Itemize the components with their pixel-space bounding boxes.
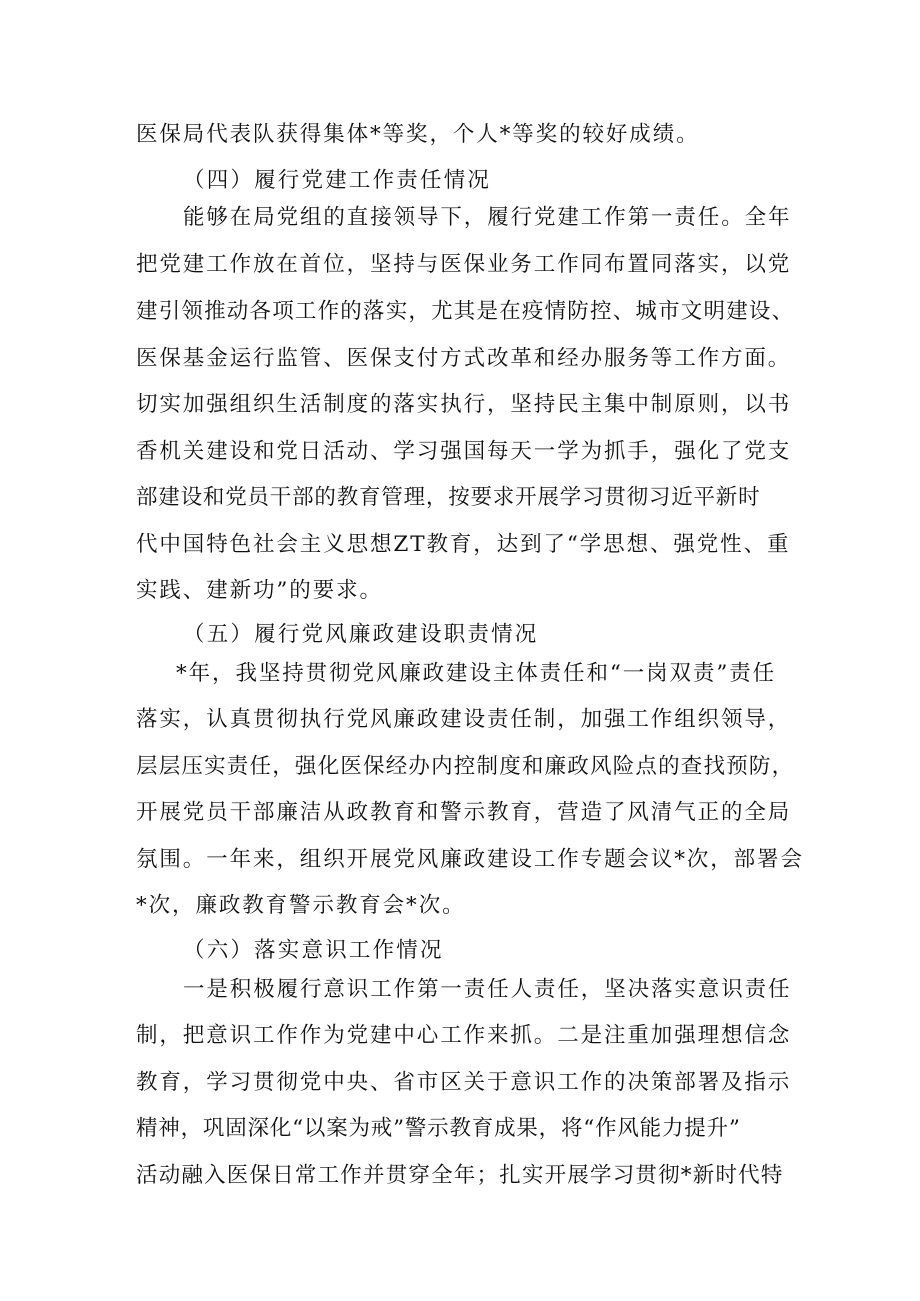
- body-text-line: 开展党员干部廉洁从政教育和警示教育，营造了风清气正的全局: [136, 800, 792, 825]
- body-text-line: 部建设和党员干部的教育管理，按要求开展学习贯彻习近平新时: [136, 485, 761, 510]
- section-heading-4: （四）履行党建工作责任情况: [183, 168, 492, 193]
- body-text-line: 切实加强组织生活制度的落实执行，坚持民主集中制原则，以书: [136, 392, 792, 417]
- section-heading-6: （六）落实意识工作情况: [183, 938, 444, 963]
- body-text-line: 落实，认真贯彻执行党风廉政建设责任制，加强工作组织领导，: [136, 707, 792, 732]
- body-text-line: 建引领推动各项工作的落实，尤其是在疫情防控、城市文明建设、: [136, 299, 795, 324]
- paragraph-first-line: 能够在局党组的直接领导下，履行党建工作第一责任。全年: [183, 205, 792, 230]
- paragraph-first-line: 一是积极履行意识工作第一责任人责任，坚决落实意识责任: [183, 977, 792, 1002]
- body-text-line: 把党建工作放在首位，坚持与医保业务工作同布置同落实，以党: [136, 252, 792, 277]
- body-text-line: 氛围。一年来，组织开展党风廉政建设工作专题会议*次，部署会: [136, 847, 804, 872]
- body-text-line: 代中国特色社会主义思想ZT教育，达到了“学思想、强党性、重: [136, 532, 791, 557]
- body-text-line: 制，把意识工作作为党建中心工作来抓。二是注重加强理想信念: [136, 1023, 792, 1048]
- body-text-line: 香机关建设和党日活动、学习强国每天一学为抓手，强化了党支: [136, 439, 792, 464]
- section-heading-5: （五）履行党风廉政建设职责情况: [183, 622, 539, 647]
- body-text-line: 精神，巩固深化“以案为戒”警示教育成果，将“作风能力提升”: [136, 1116, 741, 1141]
- body-text-line: 医保基金运行监管、医保支付方式改革和经办服务等工作方面。: [136, 346, 792, 371]
- paragraph-first-line: *年，我坚持贯彻党风廉政建设主体责任和“一岗双责”责任: [176, 661, 777, 686]
- body-text-line: *次，廉政教育警示教育会*次。: [136, 893, 466, 918]
- body-text-line: 实践、建新功”的要求。: [136, 578, 383, 603]
- body-text-line: 医保局代表队获得集体*等奖，个人*等奖的较好成绩。: [136, 122, 700, 147]
- body-text-line: 教育，学习贯彻党中央、省市区关于意识工作的决策部署及指示: [136, 1070, 792, 1095]
- body-text-line: 层层压实责任，强化医保经办内控制度和廉政风险点的查找预防，: [136, 754, 795, 779]
- body-text-line: 活动融入医保日常工作并贯穿全年；扎实开展学习贯彻*新时代特: [136, 1163, 784, 1188]
